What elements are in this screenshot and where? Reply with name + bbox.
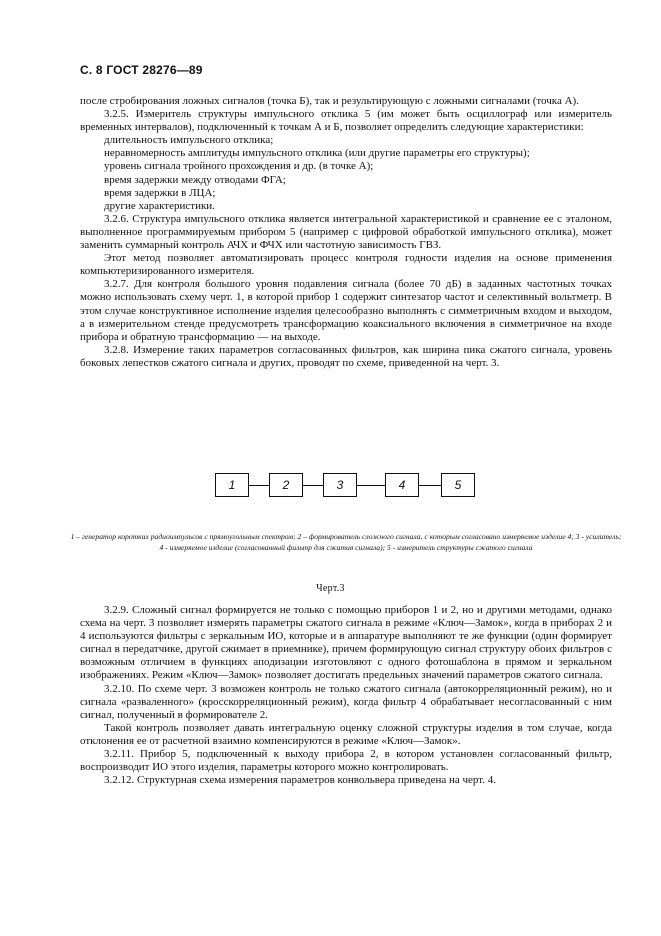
diagram-block-3: 3 bbox=[323, 473, 357, 497]
list-item: другие характеристики. bbox=[104, 199, 215, 212]
paragraph-3-2-7: 3.2.7. Для контроля большого уровня подавления сигнала (более 70 дБ) в заданных частотных точках можно использовать схему черт. 1, в которой прибор 1 содержит синтезатор частот и селективный вольтметр. В этом случае конструктивное исполнение изделия целесообразно выполнять с симметричным входом и выходом, а в измерительном стенде предусмотреть трансформацию коаксиального включения в симметричное на входе прибора и обратную трансформацию — на выходе. bbox=[80, 278, 612, 343]
text-block-bottom bbox=[80, 604, 612, 787]
paragraph-3-2-10: 3.2.10. По схеме черт. 3 возможен контроль не только сжатого сигнала (автокорреляционный режим), но и сигнала «разваленного» (кросскорреляционный режим), когда фильтр 4 обрабатывает несогласованный с ним сигнал, полученный в формирователе 2. bbox=[80, 682, 612, 721]
diagram-block-5: 5 bbox=[441, 473, 475, 497]
diagram-block-4: 4 bbox=[385, 473, 419, 497]
paragraph: Этот метод позволяет автоматизировать процесс контроля годности изделия на основе применения компьютеризированного измерителя. bbox=[80, 252, 612, 278]
list-item: время задержки между отводами ФГА; bbox=[104, 173, 286, 186]
paragraph-3-2-8: 3.2.8. Измерение таких параметров согласованных фильтров, как ширина пика сжатого сигнала, уровень боковых лепестков сжатого сигнала и других, проводят по схеме, приведенной на черт. 3. bbox=[80, 343, 612, 369]
diagram-block-2: 2 bbox=[269, 473, 303, 497]
connector-line bbox=[249, 485, 269, 486]
paragraph-3-2-5: 3.2.5. Измеритель структуры импульсного отклика 5 (им может быть осциллограф или измеритель временных интервалов), подключенный к точкам А и Б, позволяет определить следующие характеристики: bbox=[80, 108, 612, 134]
paragraph-3-2-6: 3.2.6. Структура импульсного отклика является интегральной характеристикой и сравнение ее с эталоном, выполненное программируемым прибором 5 (например с цифровой обработкой импульсного отклика), может заменить суммарный контроль АЧХ и ФЧХ или частотную зависимость ГВЗ. bbox=[80, 212, 612, 252]
connector-line bbox=[419, 485, 441, 486]
list-item: длительность импульсного отклика; bbox=[104, 134, 274, 147]
list-item: время задержки в ЛЦА; bbox=[104, 186, 216, 199]
figure-caption: 1 – генератор коротких радиоимпульсов с прямоугольным спектром; 2 – формирователь сложного сигнала, с которым согласовано измеряемое изделие 4; 3 - усилитель; 4 - измеряемое изделие (согласованный фильтр для сжатия сигнала); 5 - измеритель структуры сжатого сигнала bbox=[70, 532, 622, 552]
text-block-top bbox=[80, 95, 612, 370]
block-diagram bbox=[215, 473, 475, 513]
connector-line bbox=[357, 485, 385, 486]
connector-line bbox=[303, 485, 323, 486]
paragraph-3-2-9: 3.2.9. Сложный сигнал формируется не только с помощью приборов 1 и 2, но и другими методами, однако схема на черт. 3 позволяет измерять параметры сжатого сигнала в режиме «Ключ—Замок», когда в приборах 2 и 4 используются фильтры с зеркальным ИО, которые и в аппаратуре выполняют те же функции (один формирует сигнал в передатчике, другой сжимает в приемнике), причем формирующую сигнал структуру обоих фильтров с возможным отличием в функциях аподизации изготовляют с одного фотошаблона в прямом и зеркальном изображениях. Режим «Ключ—Замок» позволяет достигать предельных значений параметров сжатого сигнала. bbox=[80, 604, 612, 682]
paragraph: Такой контроль позволяет давать интегральную оценку сложной структуры изделия в том случае, когда отклонения ее от расчетной взаимно компенсируются в режиме «Ключ—Замок». bbox=[80, 721, 612, 747]
page-header: С. 8 ГОСТ 28276—89 bbox=[80, 63, 203, 77]
list-item: неравномерность амплитуды импульсного отклика (или другие параметры его структуры); bbox=[104, 147, 530, 160]
paragraph: после стробирования ложных сигналов (точка Б), так и результирующую с ложными сигналами (точка А). bbox=[80, 95, 579, 107]
figure-label: Черт.3 bbox=[316, 583, 345, 594]
paragraph-3-2-12: 3.2.12. Структурная схема измерения параметров конвольвера приведена на черт. 4. bbox=[104, 774, 497, 787]
diagram-block-1: 1 bbox=[215, 473, 249, 497]
list-item: уровень сигнала тройного прохождения и др. (в точке А); bbox=[104, 160, 374, 173]
paragraph-3-2-11: 3.2.11. Прибор 5, подключенный к выходу прибора 2, в котором установлен согласованный фильтр, воспроизводит ИО этого изделия, параметры которого можно контролировать. bbox=[80, 748, 612, 774]
